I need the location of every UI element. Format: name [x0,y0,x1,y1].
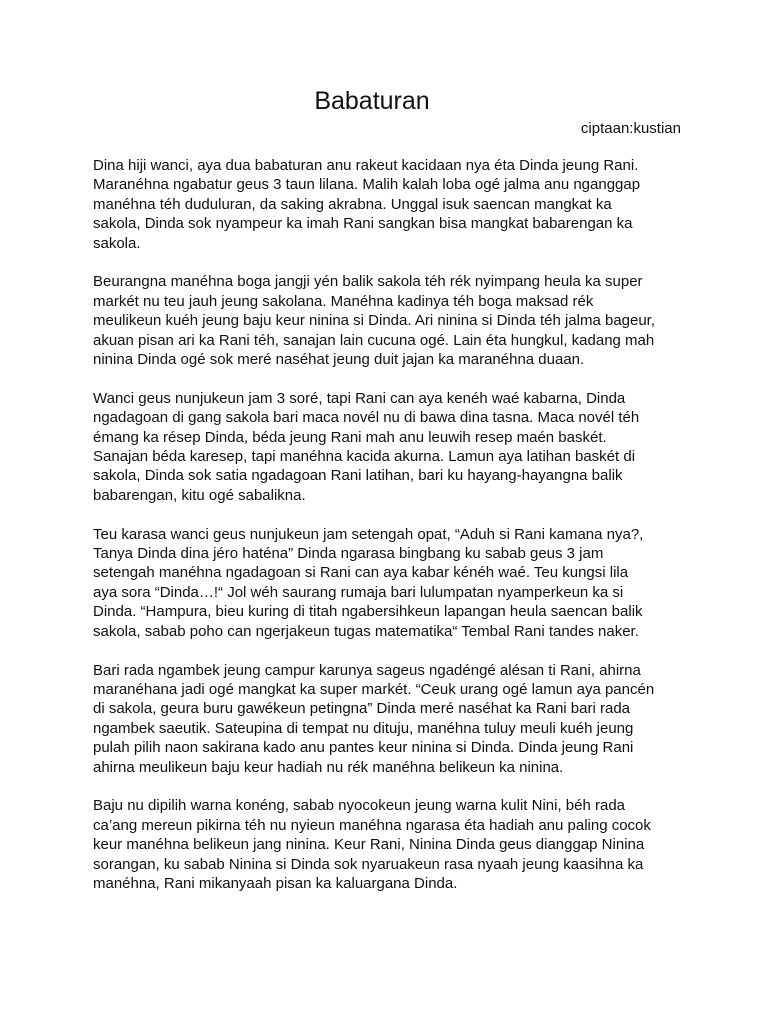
paragraph [93,661,683,777]
paragraph [93,272,683,369]
paragraph-line: Tanya Dinda dina jéro haténa” Dinda ngarasa bingbang ku sabab geus 3 jam [93,545,604,563]
paragraph-line: Dina hiji wanci, aya dua babaturan anu rakeut kacidaan nya éta Dinda jeung Rani. [93,157,639,174]
paragraph-line: meulikeun kuéh jeung baju keur ninina si Dinda. Ari ninina si Dinda téh jalma bageur, [93,312,656,330]
paragraph-line: sakola, Dinda sok satia ngadagoan Rani latihan, bari ku hayang-hayangna balik [93,467,623,485]
paragraph-line: setengah manéhna ngadagoan si Rani can aya kabar kénéh waé. Teu kungsi lila [93,564,629,582]
paragraph-line: keur manéhna belikeun jang ninina. Keur Rani, Ninina Dinda geus dianggap Ninina [93,836,645,854]
paragraph-line: ngambek saeutik. Sateupina di tempat nu dituju, manéhna tuluy meuli kuéh jeung [93,719,634,737]
document-body [93,156,683,913]
paragraph-line: Maranéhna ngabatur geus 3 taun lilana. Malih kalah loba ogé jalma anu nganggap [93,176,641,194]
paragraph-line: sakola, Dinda sok nyampeur ka imah Rani sangkan bisa mangkat babarengan ka [93,215,633,233]
paragraph-line: sorangan, ku sabab Ninina si Dinda sok nyaruakeun rasa nyaah jeung kaasihna ka [93,855,644,873]
paragraph-line: sakola. [93,234,141,252]
paragraph-line: babarengan, kitu ogé sabalikna. [93,486,306,504]
paragraph-line: Beurangna manéhna boga jangji yén balik sakola téh rék nyimpang heula ka super [93,273,643,291]
paragraph-line: Wanci geus nunjukeun jam 3 soré, tapi Rani can aya kenéh waé kabarna, Dinda [93,389,626,407]
paragraph-line: Teu karasa wanci geus nunjukeun jam setengah opat, “Aduh si Rani kamana nya?, [93,525,644,543]
paragraph [93,525,683,641]
paragraph-line: Dinda. “Hampura, bieu kuring di titah ngabersihkeun lapangan heula saencan balik [93,603,643,621]
document-title: Babaturan [314,87,430,115]
paragraph-line: ahirna meulikeun baju keur hadiah nu rék manéhna belikeun ka ninina. [93,758,564,776]
paragraph-line: ngadagoan di gang sakola bari maca novél nu di bawa dina tasna. Maca novél téh [93,409,640,427]
paragraph [93,796,683,893]
paragraph-line: Bari rada ngambek jeung campur karunya sageus ngadéngé alésan ti Rani, ahirna [93,661,641,679]
paragraph-line: di sakola, geura buru gawékeun petingna” Dinda meré naséhat ka Rani bari rada [93,700,631,718]
paragraph-line: maranéhana jadi ogé mangkat ka super markét. “Ceuk urang ogé lamun aya pancén [93,680,655,698]
paragraph-line: Baju nu dipilih warna konéng, sabab nyocokeun jeung warna kulit Nini, béh rada [93,797,626,815]
paragraph-line: sakola, sabab poho can ngerjakeun tugas matematika“ Tembal Rani tandes naker. [93,622,639,640]
paragraph-line: manéhna, Rani mikanyaah pisan ka kaluargana Dinda. [93,874,458,892]
paragraph-line: manéhna téh duduluran, da saking akrabna. Unggal isuk saencan mangkat ka [93,195,612,213]
paragraph-line: ninina Dinda ogé sok meré naséhat jeung duit jajan ka maranéhna duaan. [93,351,585,369]
paragraph-line: Sanajan béda karesep, tapi manéhna kacida akurna. Lamun aya latihan baskét di [93,448,636,466]
document-author: ciptaan:kustian [580,120,681,137]
paragraph-line: pulah pilih naon sakirana kado anu pantes keur ninina si Dinda. Dinda jeung Rani [93,739,634,757]
paragraph-line: akuan pisan ari ka Rani téh, sanajan lain cucuna ogé. Lain éta hungkul, kadang mah [93,331,655,349]
paragraph [93,156,683,253]
paragraph-line: ca’ang mereun pikirna téh nu nyieun manéhna ngarasa éta hadiah anu paling cocok [93,816,651,834]
paragraph [93,389,683,505]
paragraph-line: émang ka résep Dinda, béda jeung Rani mah anu leuwih resep maén baskét. [93,428,607,446]
paragraph-line: markét nu teu jauh jeung sakolana. Manéhna kadinya téh boga maksad rék [93,292,594,310]
paragraph-line: aya sora “Dinda…!“ Jol wéh saurang rumaja bari lulumpatan nyamperkeun ka si [93,583,624,601]
